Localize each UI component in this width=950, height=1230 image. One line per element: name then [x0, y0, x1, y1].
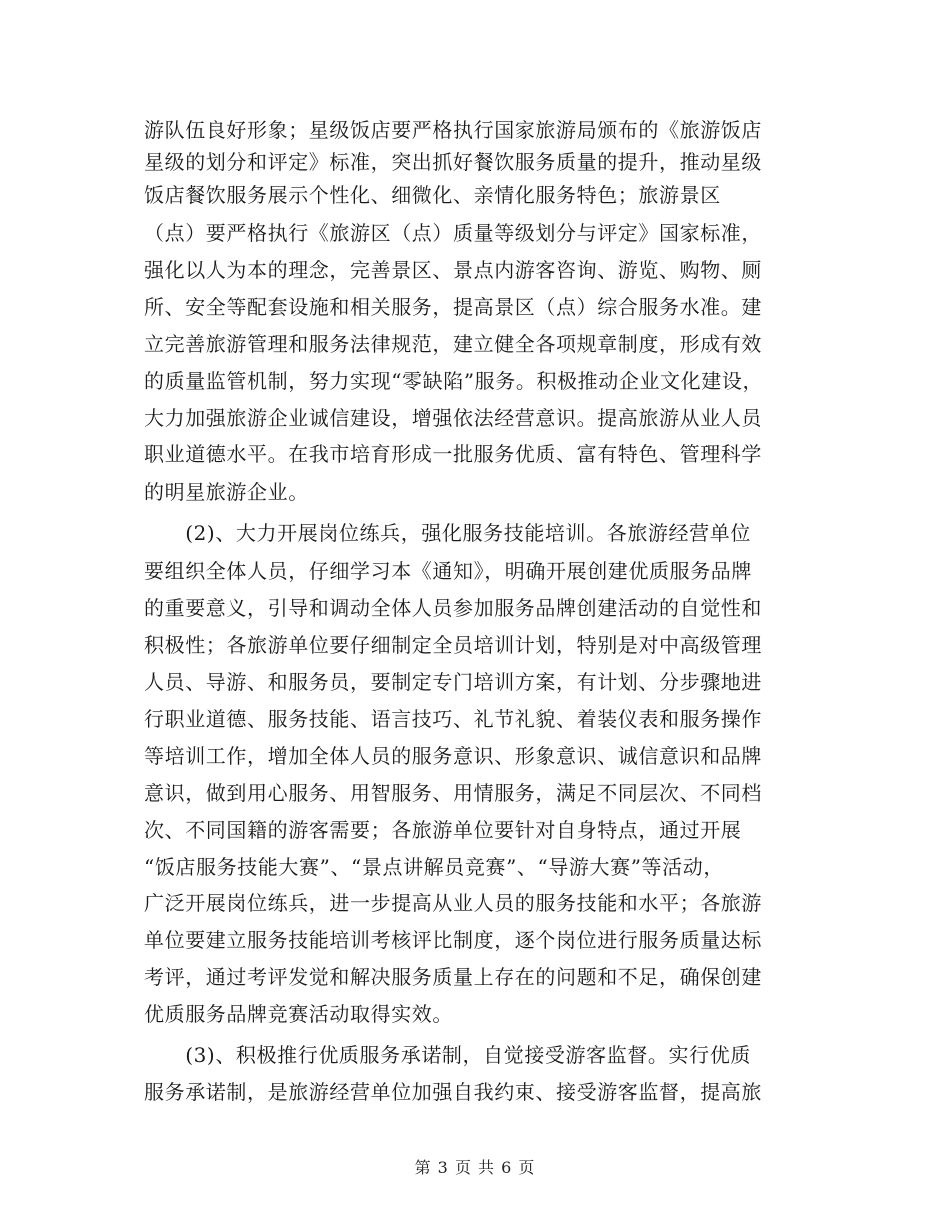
text-line: 行职业道德、服务技能、语言技巧、礼节礼貌、着装仪表和服务操作	[144, 707, 762, 731]
page-number-footer: 第 3 页 共 6 页	[414, 1158, 536, 1177]
text-line: 立完善旅游管理和服务法律规范，建立健全各项规章制度，形成有效	[144, 332, 762, 356]
text-line: “饭店服务技能大赛”、“景点讲解员竞赛”、“导游大赛”等活动，	[144, 855, 724, 879]
text-line: 等培训工作，增加全体人员的服务意识、形象意识、诚信意识和品牌	[144, 744, 762, 768]
text-line: 要组织全体人员，仔细学习本《通知》，明确开展创建优质服务品牌	[144, 559, 752, 583]
text-line: 次、不同国籍的游客需要；各旅游单位要针对自身特点，通过开展	[144, 818, 742, 842]
text-line: 强化以人为本的理念，完善景区、景点内游客咨询、游览、购物、厕	[144, 258, 762, 282]
text-line: 优质服务品牌竞赛活动取得实效。	[144, 1002, 453, 1026]
text-line: （点）要严格执行《旅游区（点）质量等级划分与评定》国家标准，	[144, 221, 762, 245]
text-line: 人员、导游、和服务员，要制定专门培训方案，有计划、分步骤地进	[144, 670, 762, 694]
text-line: 服务承诺制，是旅游经营单位加强自我约束、接受游客监督，提高旅	[144, 1080, 762, 1104]
text-line: 的明星旅游企业。	[144, 480, 309, 504]
text-line: 意识，做到用心服务、用智服务、用情服务，满足不同层次、不同档	[144, 781, 762, 805]
text-line: 大力加强旅游企业诚信建设，增强依法经营意识。提高旅游从业人员	[144, 406, 762, 430]
text-line: 职业道德水平。在我市培育形成一批服务优质、富有特色、管理科学	[144, 442, 762, 466]
paragraph-start-line: (3)、积极推行优质服务承诺制，自觉接受游客监督。实行优质	[144, 1043, 751, 1067]
text-line: 积极性；各旅游单位要仔细制定全员培训计划，特别是对中高级管理	[144, 633, 762, 657]
paragraph-start-line: (2)、大力开展岗位练兵，强化服务技能培训。各旅游经营单位	[144, 521, 751, 545]
text-line: 的质量监管机制，努力实现“零缺陷”服务。积极推动企业文化建设，	[144, 369, 764, 393]
text-line: 游队伍良好形象；星级饭店要严格执行国家旅游局颁布的《旅游饭店	[144, 118, 762, 142]
text-line: 星级的划分和评定》标准，突出抓好餐饮服务质量的提升，推动星级	[144, 150, 762, 174]
text-line: 考评，通过考评发觉和解决服务质量上存在的问题和不足，确保创建	[144, 965, 762, 989]
text-line: 单位要建立服务技能培训考核评比制度，逐个岗位进行服务质量达标	[144, 928, 762, 952]
text-line: 的重要意义，引导和调动全体人员参加服务品牌创建活动的自觉性和	[144, 596, 762, 620]
text-line: 广泛开展岗位练兵，进一步提高从业人员的服务技能和水平；各旅游	[144, 891, 762, 915]
text-line: 饭店餐饮服务展示个性化、细微化、亲情化服务特色；旅游景区	[144, 183, 721, 207]
text-line: 所、安全等配套设施和相关服务，提高景区（点）综合服务水准。建	[144, 295, 762, 319]
